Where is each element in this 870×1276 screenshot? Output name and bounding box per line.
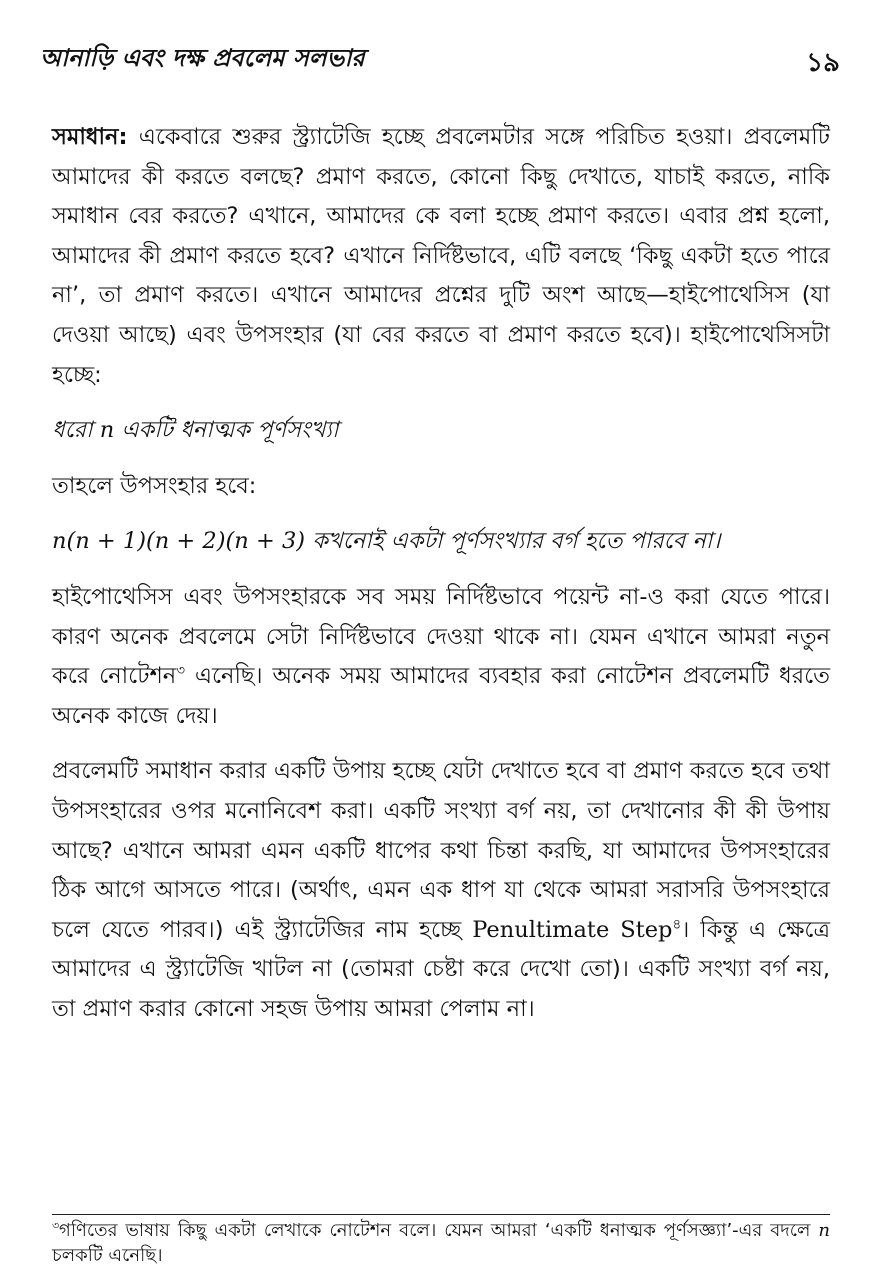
running-header [40,34,840,82]
notation-paragraph [52,578,830,736]
strategy-text-b: । কিন্তু এ ক্ষেত্রে আমাদের এ স্ট্র্যাটেজি খাটল না (তোমরা চেষ্টা করে দেখো তো)। একটি সংখ্যা বর্গ নয়, তা প্রমাণ করার কোনো সহজ উপায় আমরা পেলাম না। [52,916,831,1022]
strategy-paragraph [52,752,830,1029]
solution-paragraph [52,118,830,395]
footnote-divider [52,1214,830,1215]
strategy-text-a: প্রবলেমটি সমাধান করার একটি উপায় হচ্ছে যেটা দেখাতে হবে বা প্রমাণ করতে হবে তথা উপসংহারের ওপর মনোনিবেশ করা। একটি সংখ্যা বর্গ নয়, তা দেখানোর কী কী উপায় আছে? এখানে আমরা এমন একটি ধাপের কথা চিন্তা করছি, যা আমাদের উপসংহারের ঠিক আগে আসতে পারে। (অর্থাৎ, এমন এক ধাপ যা থেকে আমরা সরাসরি উপসংহারে চলে যেতে পারব।) এই স্ট্র্যাটেজির নাম হচ্ছে [52,758,830,943]
solution-text: একেবারে শুরুর স্ট্র্যাটেজি হচ্ছে প্রবলেমটার সঙ্গে পরিচিত হওয়া। প্রবলেমটি আমাদের কী করতে বলছে? প্রমাণ করতে, কোনো কিছু দেখাতে, যাচাই করতে, নাকি সমাধান বের করতে? এখানে, আমাদের কে বলা হচ্ছে প্রমাণ করতে। এবার প্রশ্ন হলো, আমাদের কী প্রমাণ করতে হবে? এখানে নির্দিষ্টভাবে, এটি বলছে ‘কিছু একটা হতে পারে না’, তা প্রমাণ করতে। এখানে আমাদের প্রশ্নের দুটি অংশ আছে—হাইপোথেসিস (যা দেওয়া আছে) এবং উপসংহার (যা বের করতে বা প্রমাণ করতে হবে)। হাইপোথেসিসটা হচ্ছে: [52,124,830,388]
penultimate-step-term: Penultimate Step [472,916,673,943]
footnote-marker: ৩ [52,1219,60,1232]
conclusion-text: কখনোই একটা পূর্ণসংখ্যার বর্গ হতে পারবে না। [305,528,721,555]
hypothesis-line [52,411,830,451]
page-body [52,118,830,1045]
notation-text-a: হাইপোথেসিস এবং উপসংহারকে সব সময় নির্দিষ্টভাবে পয়েন্ট না-ও করা যেতে পারে। কারণ অনেক প্রবলেমে সেটা নির্দিষ্টভাবে দেওয়া থাকে না। যেমন এখানে আমরা নতুন করে নোটেশন [52,583,830,690]
page-number: ১৯ [806,48,840,78]
footnote-variable-n: n [818,1220,830,1241]
running-title: আনাড়ি এবং দক্ষ প্রবলেম সলভার [40,44,365,72]
footnote-ref-3: ৩ [176,662,185,679]
solution-label: সমাধান: [52,124,128,150]
hypothesis-suffix: একটি ধনাত্মক পূর্ণসংখ্যা [114,417,339,444]
conclusion-intro: তাহলে উপসংহার হবে: [52,472,257,499]
hypothesis-prefix: ধরো [52,417,100,444]
footnote [52,1218,830,1268]
footnote-ref-4: ৪ [672,916,682,933]
footnote-text-b: চলকটি এনেছি। [52,1245,163,1266]
variable-n: n [99,417,115,444]
footnote-text-a: গণিতের ভাষায় কিছু একটা লেখাকে নোটেশন বলে। যেমন আমরা ‘একটি ধনাত্মক পূর্ণসজ্ঞ্যা’-এর বদলে [59,1220,819,1241]
conclusion-expression: n(n + 1)(n + 2)(n + 3) [52,528,306,555]
conclusion-statement [52,522,830,562]
notation-text-b: এনেছি। অনেক সময় আমাদের ব্যবহার করা নোটেশন প্রবলেমটি ধরতে অনেক কাজে দেয়। [52,663,831,729]
